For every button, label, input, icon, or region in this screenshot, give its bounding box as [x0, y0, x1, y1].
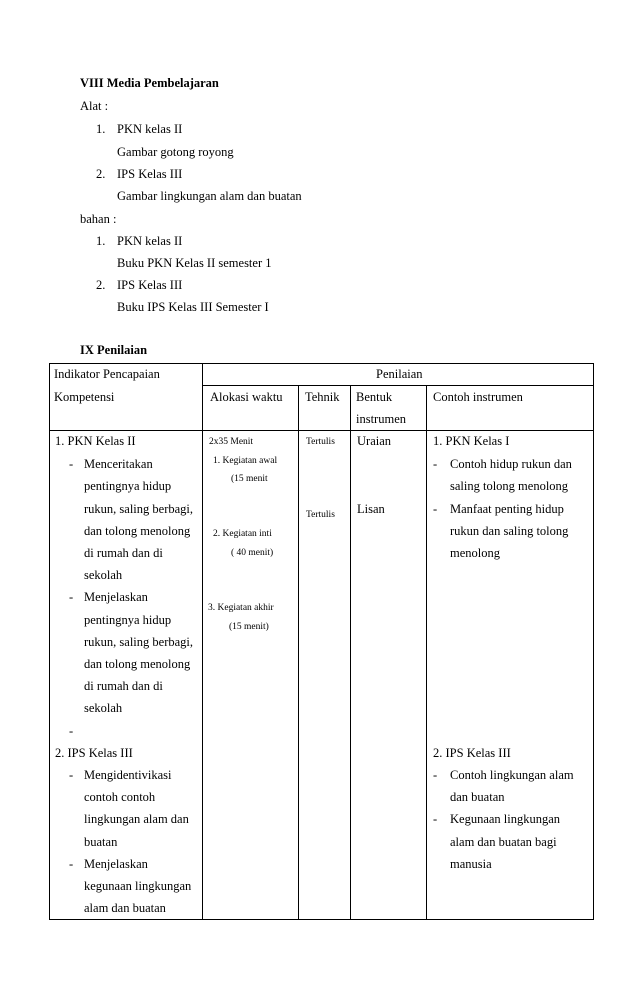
- alat-item-2-num: 2.: [96, 167, 106, 181]
- header-bottom-border: [49, 430, 594, 431]
- bahan-item-2-detail: Buku IPS Kelas III Semester I: [117, 300, 269, 314]
- alat-label: Alat :: [80, 99, 109, 113]
- list-line: Mengidentivikasi: [84, 768, 172, 782]
- list-line: alam dan buatan: [84, 901, 166, 915]
- list-line: contoh contoh: [84, 790, 156, 804]
- list-line: Menceritakan: [84, 457, 153, 471]
- list-line: Contoh lingkungan alam: [450, 768, 574, 782]
- list-heading: 1. PKN Kelas I: [433, 434, 510, 448]
- list-line: rukun dan saling tolong: [450, 524, 569, 538]
- list-heading: 2. IPS Kelas III: [433, 746, 511, 760]
- alokasi-inti: 2. Kegiatan inti: [213, 529, 272, 539]
- list-heading: 1. PKN Kelas II: [55, 434, 136, 448]
- list-heading: 2. IPS Kelas III: [55, 746, 133, 760]
- alokasi-total: 2x35 Menit: [209, 437, 254, 447]
- alat-item-1-title: PKN kelas II: [117, 122, 183, 136]
- bahan-item-2-num: 2.: [96, 278, 106, 292]
- dash-marker: -: [433, 812, 438, 826]
- list-line: saling tolong menolong: [450, 479, 569, 493]
- dash-marker: -: [69, 457, 74, 471]
- header-instrumen: instrumen: [356, 412, 406, 426]
- bahan-item-2-title: IPS Kelas III: [117, 278, 183, 292]
- bahan-label: bahan :: [80, 212, 117, 226]
- bahan-item-1-num: 1.: [96, 234, 106, 248]
- alokasi-akhir: 3. Kegiatan akhir: [208, 603, 274, 613]
- header-subdivider: [202, 385, 594, 386]
- alokasi-awal: 1. Kegiatan awal: [213, 456, 278, 466]
- penilaian-heading: IX Penilaian: [80, 343, 148, 357]
- list-line: pentingnya hidup: [84, 613, 172, 627]
- list-line: Contoh hidup rukun dan: [450, 457, 572, 471]
- list-line: manusia: [450, 857, 492, 871]
- list-line: rukun, saling berbagi,: [84, 502, 194, 516]
- dash-marker: -: [69, 724, 74, 738]
- tehnik-1: Tertulis: [306, 437, 335, 447]
- list-line: dan buatan: [450, 790, 505, 804]
- header-alokasi: Alokasi waktu: [210, 390, 283, 404]
- column-divider-4: [426, 385, 427, 920]
- list-line: kegunaan lingkungan: [84, 879, 192, 893]
- list-line: rukun, saling berbagi,: [84, 635, 194, 649]
- list-line: Menjelaskan: [84, 590, 148, 604]
- bahan-item-1-title: PKN kelas II: [117, 234, 183, 248]
- bahan-item-1-detail: Buku PKN Kelas II semester 1: [117, 256, 272, 270]
- bentuk-1: Uraian: [357, 434, 392, 448]
- list-line: lingkungan alam dan: [84, 812, 189, 826]
- list-line: Kegunaan lingkungan: [450, 812, 561, 826]
- dash-marker: -: [433, 502, 438, 516]
- alat-item-2-title: IPS Kelas III: [117, 167, 183, 181]
- header-bentuk: Bentuk: [356, 390, 393, 404]
- alokasi-awal-durasi: (15 menit: [231, 474, 268, 484]
- dash-marker: -: [69, 590, 74, 604]
- dash-marker: -: [433, 768, 438, 782]
- list-line: menolong: [450, 546, 500, 560]
- list-line: di rumah dan di: [84, 679, 163, 693]
- header-penilaian: Penilaian: [376, 367, 423, 381]
- alokasi-akhir-durasi: (15 menit): [229, 622, 269, 632]
- list-line: sekolah: [84, 701, 123, 715]
- tehnik-2: Tertulis: [306, 510, 335, 520]
- header-contoh: Contoh instrumen: [433, 390, 523, 404]
- list-line: sekolah: [84, 568, 123, 582]
- alat-item-1-detail: Gambar gotong royong: [117, 145, 234, 159]
- list-line: alam dan buatan bagi: [450, 835, 557, 849]
- column-divider-3: [350, 385, 351, 920]
- dash-marker: -: [69, 857, 74, 871]
- dash-marker: -: [69, 768, 74, 782]
- list-line: buatan: [84, 835, 118, 849]
- alat-item-2-detail: Gambar lingkungan alam dan buatan: [117, 189, 302, 203]
- alokasi-inti-durasi: ( 40 menit): [231, 548, 274, 558]
- list-line: Menjelaskan: [84, 857, 148, 871]
- list-line: dan tolong menolong: [84, 524, 191, 538]
- header-kompetensi: Kompetensi: [54, 390, 115, 404]
- bentuk-2: Lisan: [357, 502, 385, 516]
- column-divider-1: [202, 363, 203, 920]
- column-divider-2: [298, 385, 299, 920]
- list-line: di rumah dan di: [84, 546, 163, 560]
- list-line: pentingnya hidup: [84, 479, 172, 493]
- list-line: dan tolong menolong: [84, 657, 191, 671]
- list-line: Manfaat penting hidup: [450, 502, 564, 516]
- header-indikator: Indikator Pencapaian: [54, 367, 160, 381]
- media-heading: VIII Media Pembelajaran: [80, 76, 219, 90]
- alat-item-1-num: 1.: [96, 122, 106, 136]
- header-tehnik: Tehnik: [305, 390, 340, 404]
- dash-marker: -: [433, 457, 438, 471]
